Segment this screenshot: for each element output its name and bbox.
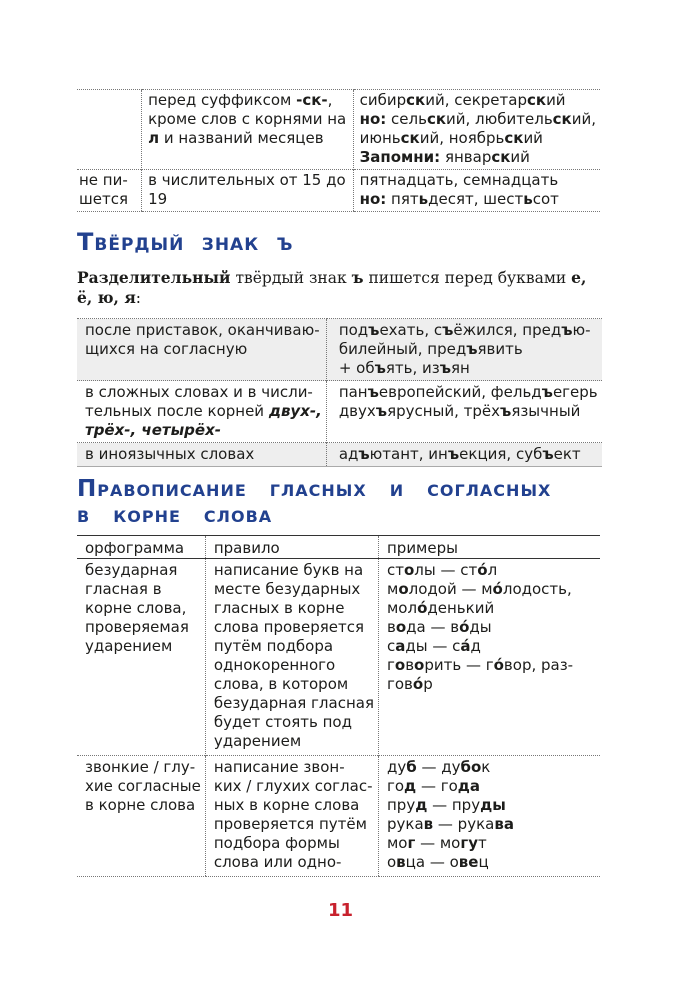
rule-line: подбора формы: [213, 834, 340, 852]
rule-line: после приставок, оканчиваю-: [85, 321, 320, 339]
rule-line: хие согласные: [85, 777, 201, 795]
rule-line: ных в корне слова: [213, 796, 360, 814]
rule-line: звонкие / глу-: [85, 758, 196, 776]
rule-line: написание букв на: [213, 561, 364, 579]
example-line: дуб — дубок: [386, 758, 491, 776]
example-line: Запомни: январский: [359, 148, 530, 166]
rule-line: кроме слов с корнями на: [148, 110, 347, 128]
table-cell: [77, 90, 142, 170]
rule-line: ких / глухих соглас-: [213, 777, 373, 795]
example-line: адъютант, инъекция, субъект: [338, 445, 581, 463]
example-line: подъехать, съёжился, предъю-: [338, 321, 591, 339]
rule-line: безударная: [85, 561, 178, 579]
rule-line: слова проверяется: [213, 618, 365, 636]
example-line: гово́р: [386, 675, 433, 693]
rule-line: путём подбора: [213, 637, 334, 655]
table-row: [77, 319, 602, 381]
rule-line: месте безударных: [213, 580, 361, 598]
rule-line: перед суффиксом -ск-,: [148, 91, 333, 109]
intro-letters: е,: [571, 268, 587, 287]
rule-line: проверяется путём: [213, 815, 367, 833]
root-spelling-table: [77, 535, 600, 877]
rule-line: проверяемая: [85, 618, 189, 636]
rule-line: ударением: [85, 637, 173, 655]
table-cell: [205, 756, 378, 877]
intro-text: :: [135, 289, 142, 307]
table-header-row: [77, 536, 600, 559]
table-row: [77, 170, 600, 212]
rule-line: слова, в котором: [213, 675, 349, 693]
rule-line: гласных в корне: [213, 599, 345, 617]
example-line: двухъярусный, трёхъязычный: [338, 402, 581, 420]
table-cell: [77, 381, 326, 443]
table-cell: [326, 381, 601, 443]
example-line: сады — са́д: [386, 637, 481, 655]
table-cell: [378, 559, 600, 756]
table-cell: [77, 559, 205, 756]
rule-line: слова или одно-: [213, 853, 342, 871]
intro-text: твёрдый знак: [230, 269, 352, 287]
example-line: овца — овец: [386, 853, 489, 871]
section-heading: [77, 476, 551, 528]
example-line: мог — могут: [386, 834, 487, 852]
hard-sign-table: [77, 318, 602, 467]
example-line: но: сельский, любительский,: [359, 110, 596, 128]
rule-line: л и названий месяцев: [148, 129, 324, 147]
rule-line: 19: [148, 190, 168, 208]
rule-line: в иноязычных словах: [85, 445, 255, 463]
table-cell: [77, 756, 205, 877]
table-cell: [353, 90, 600, 170]
section-heading: [77, 228, 293, 256]
table-cell: [77, 443, 326, 467]
example-line: пятнадцать, семнадцать: [359, 171, 559, 189]
rule-line: будет стоять под: [213, 713, 352, 731]
table-cell: [205, 559, 378, 756]
rule-line: гласная в: [85, 580, 162, 598]
intro-sign: ъ: [351, 268, 364, 287]
table-cell: [353, 170, 600, 212]
rule-line: написание звон-: [213, 758, 345, 776]
table-cell: [142, 90, 354, 170]
rule-line: однокоренного: [213, 656, 336, 674]
table-row: [77, 559, 600, 756]
column-header: правило: [205, 536, 378, 559]
intro-lead: Разделительный: [77, 268, 231, 287]
example-line: пруд — пруды: [386, 796, 506, 814]
rule-line: тельных после корней двух-,: [85, 402, 322, 420]
table-cell: [77, 170, 142, 212]
intro-paragraph: [77, 268, 607, 308]
example-line: панъевропейский, фельдъегерь: [338, 383, 598, 401]
example-line: год — года: [386, 777, 481, 795]
example-line: но: пятьдесят, шестьсот: [359, 190, 559, 208]
rule-line: трёх-, четырёх-: [85, 421, 221, 439]
rule-line: в числительных от 15 до: [148, 171, 346, 189]
column-header: орфограмма: [77, 536, 205, 559]
example-line: столы — сто́л: [386, 561, 498, 579]
table-cell: [378, 756, 600, 877]
example-line: моло́денький: [386, 599, 495, 617]
section-heading-text: Твёрдый знак ъ: [77, 228, 294, 256]
rule-line: ударением: [213, 732, 302, 750]
section-heading-line: в корне слова: [77, 502, 273, 528]
rule-line: щихся на согласную: [85, 340, 248, 358]
rule-line: безударная гласная: [213, 694, 374, 712]
example-line: сибирский, секретарский: [359, 91, 566, 109]
example-line: июньский, ноябрьский: [359, 129, 543, 147]
example-line: билейный, предъявить: [338, 340, 523, 358]
table-cell: [77, 319, 326, 381]
rule-line: в сложных словах и в числи-: [85, 383, 313, 401]
example-line: вода — во́ды: [386, 618, 492, 636]
rule-line: не пи-: [79, 171, 128, 189]
example-line: рукав — рукава: [386, 815, 514, 833]
section-heading-line: Правописание гласных и согласных: [77, 476, 552, 502]
column-header: примеры: [378, 536, 600, 559]
table-row: [77, 443, 602, 467]
table-row: [77, 381, 602, 443]
table-row: [77, 756, 600, 877]
example-line: + объять, изъян: [338, 359, 470, 377]
table-cell: [142, 170, 354, 212]
table-cell: [326, 319, 601, 381]
rule-line: шется: [79, 190, 128, 208]
example-line: говорить — го́вор, раз-: [386, 656, 574, 674]
soft-sign-table-fragment: [77, 89, 600, 212]
intro-letters: ё, ю, я: [77, 288, 136, 307]
rule-line: корне слова,: [85, 599, 187, 617]
example-line: молодой — мо́лодость,: [386, 580, 572, 598]
page-number: 11: [327, 900, 354, 921]
intro-text: пишется перед буквами: [363, 269, 572, 287]
rule-line: в корне слова: [85, 796, 196, 814]
table-cell: [326, 443, 601, 467]
table-row: [77, 90, 600, 170]
